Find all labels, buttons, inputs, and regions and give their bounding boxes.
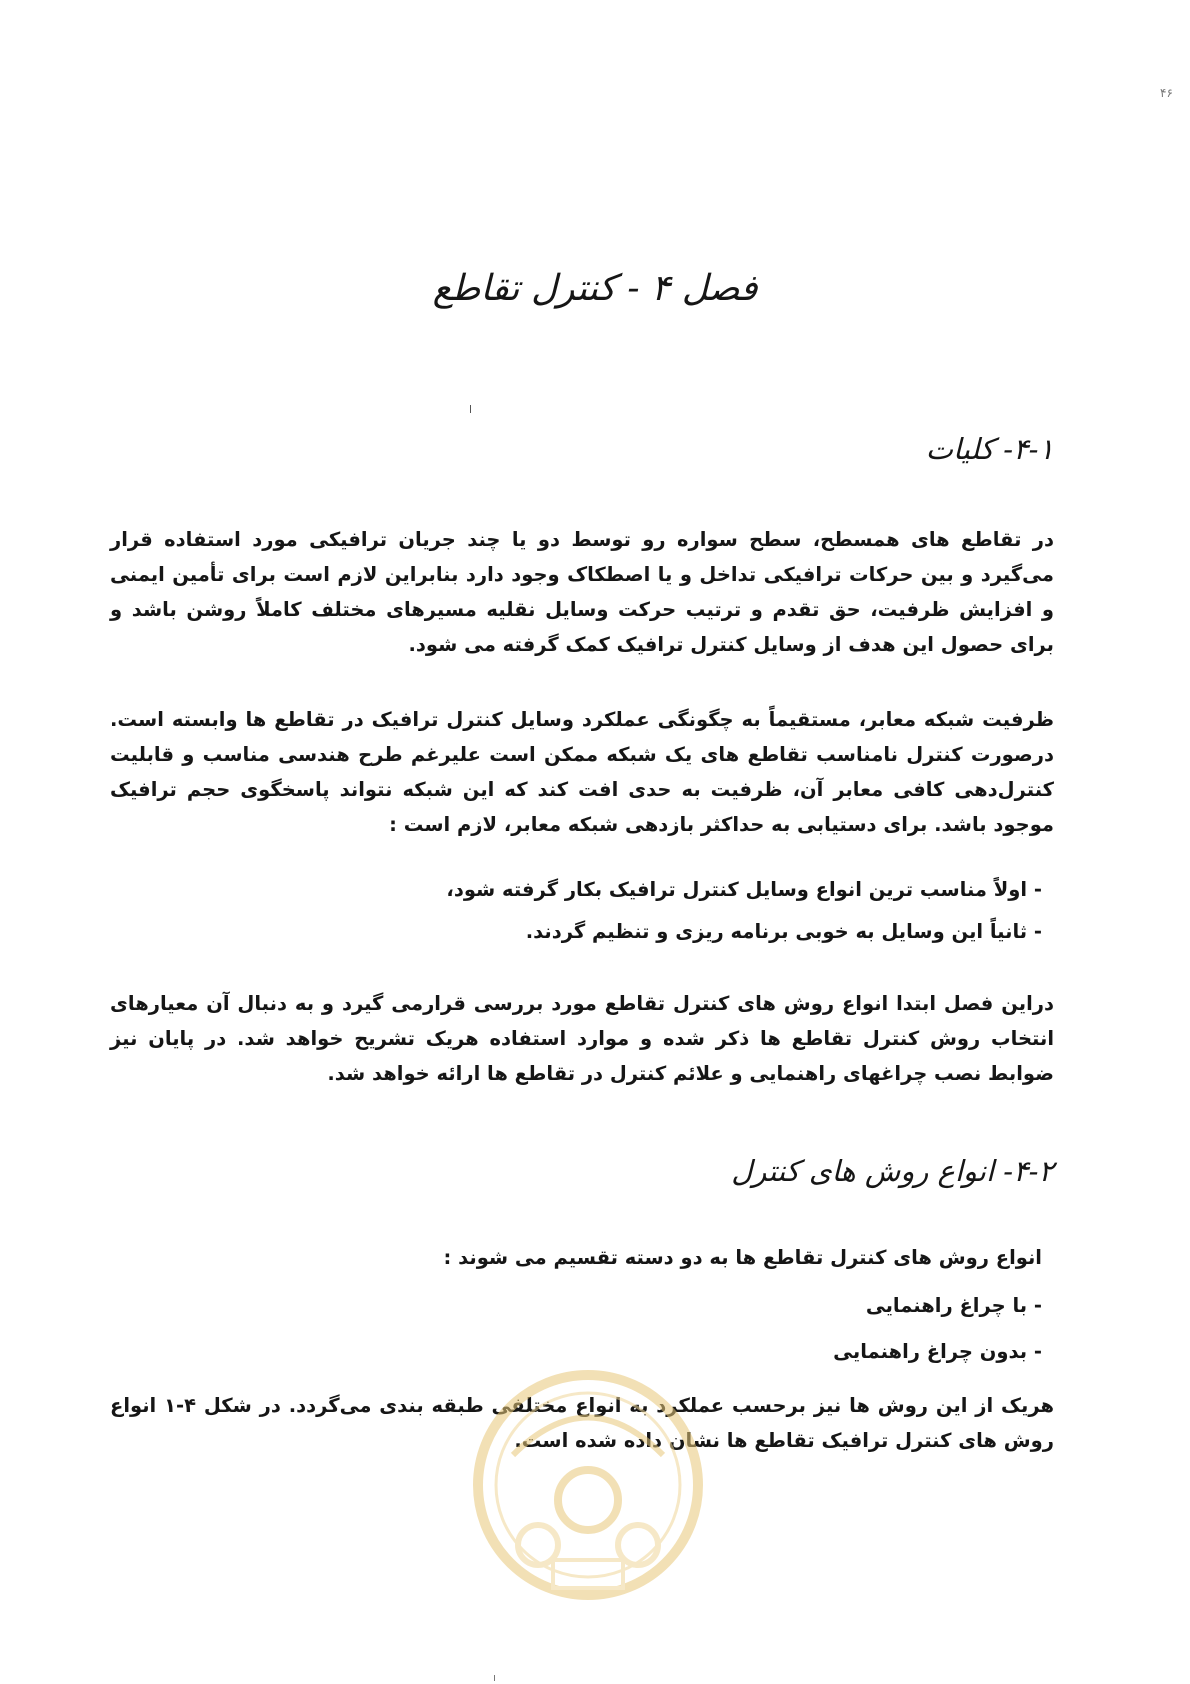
corner-page-mark: ۴۶ bbox=[1160, 86, 1173, 100]
chapter-title: فصل ۴ - کنترل تقاطع bbox=[432, 268, 758, 309]
list-item-first: - اولاً مناسب ترین انواع وسایل کنترل ترافیک بکار گرفته شود، bbox=[446, 878, 1042, 901]
paragraph-methods-intro: انواع روش های کنترل تقاطع ها به دو دسته تقسیم می شوند : bbox=[443, 1246, 1042, 1269]
paragraph-capacity: ظرفیت شبکه معابر، مستقیماً به چگونگی عملکرد وسایل کنترل ترافیک در تقاطع ها وابسته است. درصورت کنترل نامناسب تقاطع های یک شبکه ممکن است علیرغم طرح هندسی مناسب و قابلیت کنترل‌دهی کافی معابر آن، ظرفیت به حدی افت کند که این شبکه نتواند پاسخگوی حجم ترافیک موجود باشد. برای دستیابی به حداکثر بازدهی شبکه معابر، لازم است : bbox=[110, 708, 1054, 836]
list-item-with-signal: - با چراغ راهنمایی bbox=[865, 1294, 1042, 1317]
scan-speck bbox=[470, 405, 471, 413]
list-item-second: - ثانیاً این وسایل به خوبی برنامه ریزی و تنظیم گردند. bbox=[525, 920, 1042, 943]
section-heading-general: ۴-۱- کلیات bbox=[925, 432, 1054, 466]
paragraph-chapter-overview: دراین فصل ابتدا انواع روش های کنترل تقاطع مورد بررسی قرارمی گیرد و به دنبال آن معیارهای انتخاب روش کنترل تقاطع ها ذکر شده و موارد استفاده هریک تشریح خواهد شد. در پایان نیز ضوابط نصب چراغهای راهنمایی و علائم کنترل در تقاطع ها ارائه خواهد شد. bbox=[110, 992, 1054, 1085]
section-heading-control-methods: ۴-۲- انواع روش های کنترل bbox=[731, 1154, 1054, 1188]
paragraph-classification: هریک از این روش ها نیز برحسب عملکرد به انواع مختلفی طبقه بندی می‌گردد. در شکل ۴-۱ انواع روش های کنترل ترافیک تقاطع ها نشان داده شده است. bbox=[110, 1394, 1054, 1452]
list-item-without-signal: - بدون چراغ راهنمایی bbox=[833, 1340, 1042, 1363]
paragraph-intro: در تقاطع های همسطح، سطح سواره رو توسط دو یا چند جریان ترافیکی مورد استفاده قرار می‌گیرد و بین حرکات ترافیکی تداخل و یا اصطکاک وجود دارد بنابراین لازم است برای تأمین ایمنی و افزایش ظرفیت، حق تقدم و ترتیب حرکت وسایل نقلیه مسیرهای مختلف کاملاً روشن باشد و برای حصول این هدف از وسایل کنترل ترافیک کمک گرفته می شود. bbox=[110, 528, 1054, 656]
scan-speck-footer bbox=[494, 1675, 495, 1681]
